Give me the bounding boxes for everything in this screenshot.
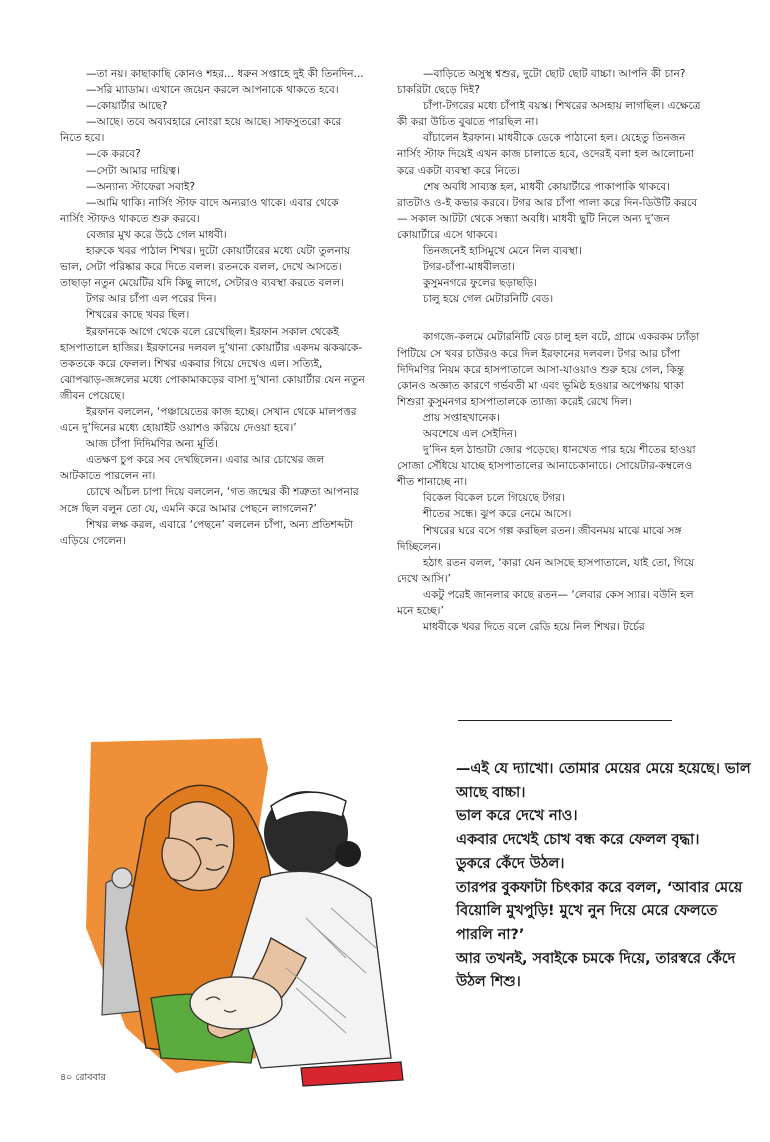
paragraph: চালু হয়ে গেল মেটারনিটি বেড। (423, 293, 554, 306)
story-illustration (56, 728, 416, 1140)
pull-quote-line: একবার দেখেই চোখ বন্ধ করে ফেলল বৃদ্ধা। (456, 832, 700, 849)
right-text-column (397, 66, 702, 635)
pull-quote (456, 758, 756, 995)
paragraph: —কোয়ার্টার আছে? (86, 100, 168, 113)
paragraph: —অন্যান্য স্টাফেরা সবাই? (86, 180, 196, 193)
paragraph: শীতের সন্ধে। ঝুপ করে নেমে আসে। (423, 508, 572, 521)
left-text-column (60, 66, 365, 549)
paragraph: শিখরের ঘরে বসে গল্প করছিল রতন। জীবনময় মাঝে মাঝে সঙ্গ দিচ্ছিলেন। (397, 524, 682, 553)
paragraph: দু’দিন হল ঠান্ডাটা জোর পড়েছে। ধানখেত পার হয়ে শীতের হাওয়া সোজা সেঁধিয়ে যাচ্ছে হাসপাতালের আনাচেকানাচে। সোয়েটার-কম্বলেও শীত শানাচ্ছে না। (397, 444, 696, 489)
nurse-belt (301, 1062, 403, 1086)
paragraph: আজ চাঁপা দিদিমণির অন্য মূর্তি। (86, 438, 218, 451)
paragraph: টগর আর চাঁপা এল পরের দিন। (86, 293, 217, 306)
paragraph: —বাড়িতে অসুস্থ শ্বশুর, দুটো ছোট ছোট বাচ্চা। আপনি কী চান? চাকরিটা ছেড়ে দিই? (397, 68, 686, 97)
paragraph: হঠাৎ রতন বলল, ‘কারা যেন আসছে হাসপাতালে, যাই তো, গিয়ে দেখে আসি।’ (397, 556, 695, 585)
paragraph: —সরি ম্যাডাম। এখানে জয়েন করলে আপনাকে থাকতে হবে। (86, 84, 339, 97)
paragraph: —কে করবে? (86, 148, 141, 161)
paragraph: বাঁচালেন ইরফান। মাধবীকে ডেকে পাঠানো হল। যেহেতু তিনজন নার্সিং স্টাফ দিয়েই এখন কাজ চালাতে হবে, ওদেরই বলা হল আলোচনা করে একটা ব্যবস্থা করে নিতে। (397, 132, 695, 177)
paragraph: শিখর লক্ষ করল, এবারে ‘পেছনে’ বললেন চাঁপা, অন্য প্রতিশব্দটা এড়িয়ে গেলেন। (60, 518, 354, 547)
paragraph: —সেটা আমার দায়িত্ব। (86, 164, 180, 177)
paragraph: চোখে আঁচল চাপা দিয়ে বললেন, ‘গত জন্মের কী শত্রুতা আপনার সঙ্গে ছিল বলুন তো যে, এমনি করে আমার পেছনে লাগলেন?’ (60, 486, 359, 515)
pull-quote-line: আর তখনই, সবাইকে চমকে দিয়ে, তারস্বরে কেঁদে উঠল শিশু। (456, 950, 736, 991)
background-figure-head (112, 868, 132, 888)
paragraph: বেজার মুখ করে উঠে গেল মাধবী। (86, 228, 227, 241)
nurse-hair-bun (335, 841, 361, 867)
pull-quote-divider (458, 720, 672, 721)
pull-quote-line: —এই যে দ্যাখো। তোমার মেয়ের মেয়ে হয়েছে। ভাল আছে বাচ্চা। (456, 761, 751, 801)
paragraph: শিখরের কাছে খবর ছিল। (86, 309, 190, 322)
paragraph: কুসুমনগরে ফুলের ছড়াছড়ি। (423, 277, 537, 290)
paragraph: তিনজনেই হাসিমুখে মেনে নিল ব্যবস্থা। (423, 245, 582, 258)
paragraph: বিকেল বিকেল চলে গিয়েছে টগর। (423, 492, 565, 505)
section-break (397, 307, 702, 329)
paragraph: ইরফানকে আগে থেকে বলে রেখেছিল। ইরফান সকাল থেকেই হাসপাতালে হাজির। ইরফানের দলবল দু’খানা কোয়ার্টার একদম ঝকঝকে-তকতকে করে ফেলল। শিখর একবার গিয়ে দেখেও এল। সত্যিই, ঝোপঝাড়-জঙ্গলের মধ্যে পোকামাকড়ের বাসা দু’খানা কোয়ার্টার যেন নতুন জীবন পেয়েছে। (60, 325, 365, 402)
paragraph: —আমি থাকি। নার্সিং স্টাফ বাদে অন্যরাও থাকে। এবার থেকে নার্সিং স্টাফও থাকতে শুরু করবে। (60, 196, 339, 225)
paragraph: একটু পরেই জানলার কাছে রতন— ‘লেবার কেস স্যার। বউনি হল মনে হচ্ছে।’ (397, 588, 694, 617)
pull-quote-line: তারপর বুকফাটা চিৎকার করে বলল, ‘আবার মেয়ে বিয়োলি মুখপুড়ি! মুখে নুন দিয়ে মেরে ফেলতে পারলি না?’ (456, 879, 743, 943)
page-footer (60, 1071, 106, 1086)
paragraph: টগর-চাঁপা-মাধবীলতা। (423, 261, 515, 274)
magazine-name: রোববার (75, 1072, 106, 1083)
paragraph: —আছে। তবে অব্যবহারে নোংরা হয়ে আছে। সাফসুতরো করে নিতে হবে। (60, 116, 342, 145)
paragraph: মাধবীকে খবর দিতে বলে রেডি হয়ে নিল শিখর। টর্চের (423, 621, 645, 634)
paragraph: —তা নয়। কাছাকাছি কোনও শহর... ধরুন সপ্তাহে দুই কী তিনদিন... (86, 68, 364, 80)
baby (190, 977, 282, 1029)
paragraph: এতক্ষণ চুপ করে সব দেখছিলেন। এবার আর চোখের জল আটকাতে পারলেন না। (60, 454, 325, 483)
paragraph: ইরফান বললেন, ‘পঞ্চায়েতের কাজ হচ্ছে। সেখান থেকে মালপত্তর এনে দু’দিনের মধ্যে হোয়াইট ওয়াশও করিয়ে দেওয়া হবে।’ (60, 405, 357, 435)
nurse-uniform (231, 871, 391, 1068)
paragraph: কাগজে-কলমে মেটারনিটি বেড চালু হল বটে, গ্রামে একরকম ঢ্যাঁড়া পিটিয়ে সে খবর চাউরও করে দিল ইরফানের দলবল। টগর আর চাঁপা দিদিমণির নিয়ম করে হাসপাতালে আসা-যাওয়াও শুরু হয়ে গেল, কিন্তু কোনও অজ্ঞাত কারণে গর্ভবতী মা এবং ভূমিষ্ঠ হওয়ার অপেক্ষায় থাকা শিশুরা কুসুমনগর হাসপাতালকে ত্যাজ্য করেই রেখে দিল। (397, 331, 700, 408)
paragraph: অবশেষে এল সেইদিন। (423, 427, 517, 440)
paragraph: প্রায় সপ্তাহখানেক। (423, 411, 500, 424)
paragraph: শেষ অবধি সাব্যস্ত হল, মাধবী কোয়ার্টারে পাকাপাকি থাকবে। রাতটাও ও-ই কভার করবে। টগর আর চাঁপা পালা করে দিন-ডিউটি করবে— সকাল আটটা থেকে সন্ধ্যা অবধি। মাধবী ছুটি নিলে অন্য দু’জন কোয়ার্টারে এসে থাকবে। (397, 180, 698, 241)
pull-quote-line: ভাল করে দেখে নাও। (456, 808, 578, 825)
paragraph: চাঁপা-টগরের মধ্যে চাঁপাই বয়স্ক। শিখরের অসহায় লাগছিল। এক্ষেত্রে কী করা উচিত বুঝতে পারছিল না। (397, 100, 701, 129)
pull-quote-line: ডুকরে কেঁদে উঠল। (456, 855, 565, 872)
page-number: ৪০ (60, 1072, 73, 1083)
paragraph: হারুকে খবর পাঠাল শিখর। দুটো কোয়ার্টারের মধ্যে যেটা তুলনায় ভাল, সেটা পরিষ্কার করে দিতে বলল। রতনকে বলল, দেখে আসতে। তাছাড়া নতুন মেয়েটির যদি কিছু লাগে, সেটারও ব্যবস্থা করতে বলল। (60, 245, 351, 290)
